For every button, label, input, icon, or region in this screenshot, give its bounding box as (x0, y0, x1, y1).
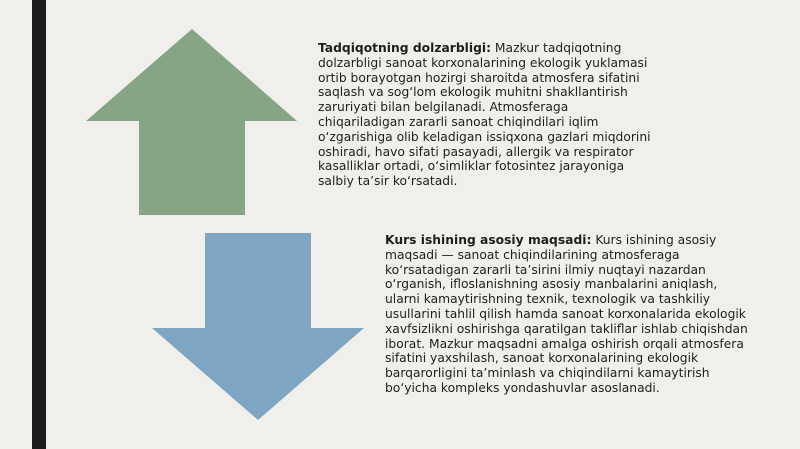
relevance-body: Mazkur tadqiqotning dolzarbligi sanoat korxonalarining ekologik yuklamasi ortib borayotgan hozirgi sharoitda atmosfera sifatini saqlash va sog‘lom ekologik muhitni shakllantirish zaruriyati bilan belgilanadi. Atmosferaga chiqariladigan zararli sanoat chiqindilari iqlim o‘zgarishiga olib keladigan issiqxona gazlari miqdorini oshiradi, havo sifati pasayadi, allergik va respirator kasalliklar ortadi, o‘simliklar fotosintez jarayoniga salbiy ta’sir ko‘rsatadi. (318, 41, 651, 189)
relevance-heading: Tadqiqotning dolzarbligi: (318, 41, 492, 55)
down-arrow-icon (152, 233, 364, 420)
goal-body: Kurs ishining asosiy maqsadi — sanoat chiqindilarining atmosferaga ko‘rsatadigan zararli ta’sirini ilmiy nuqtayi nazardan o‘rganish, ifloslanishning asosiy manbalarini aniqlash, ularni kamaytirishning texnik, texnologik va tashkiliy usullarini tahlil qilish hamda sanoat korxonalarida ekologik xavfsizlikni oshirishga qaratilgan takliflar ishlab chiqishdan iborat. Mazkur maqsadni amalga oshirish orqali atmosfera sifatini yaxshilash, sanoat korxonalarining ekologik barqarorligini ta’minlash va chiqindilarni kamaytirish bo‘yicha kompleks yondashuvlar asoslanadi. (385, 233, 748, 395)
up-arrow-icon (86, 29, 297, 215)
relevance-paragraph (318, 41, 658, 189)
goal-paragraph (385, 233, 750, 396)
goal-heading: Kurs ishining asosiy maqsadi: (385, 233, 592, 247)
